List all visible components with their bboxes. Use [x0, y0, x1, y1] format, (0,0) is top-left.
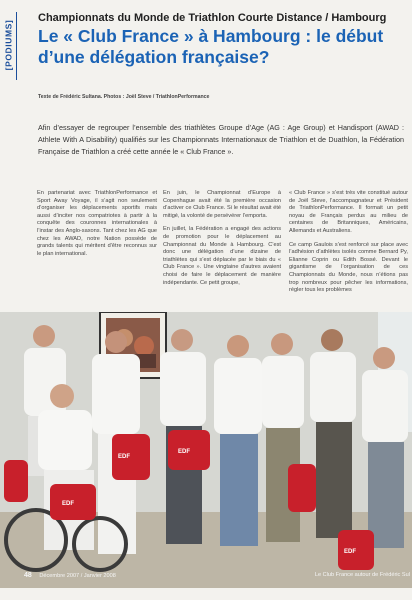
- text-column-3: [289, 190, 408, 301]
- bag-label: EDF: [62, 501, 74, 507]
- page-footer: [24, 572, 116, 579]
- column-paragraph: En partenariat avec TriathlonPerformance et Sport Away Voyage, il s’agit non seulement d’organiser les déplacements sportifs mais aussi d’inciter nos compatriotes à partir à la conquête des couronnes internationales à l’instar des Anglo-saxons. Tant chez les AG que chez les AWAD, notre Nation possède de grands talents qui méritent d’être reconnus sur le plan international.: [37, 190, 157, 257]
- text-column-1: [37, 190, 157, 264]
- page-title: Le « Club France » à Hambourg : le début d’une délégation française?: [38, 26, 384, 67]
- supertitle: Championnats du Monde de Triathlon Courte Distance / Hambourg: [38, 12, 387, 24]
- text-column-2: [163, 190, 281, 293]
- intro-paragraph: Afin d’essayer de regrouper l’ensemble des triathlètes Groupe d’Age (AG : Age Group) et Handisport (AWAD : Athlete With A Disability) qualifiés sur les Championnats Internationaux de Triathlon et de Duathlon, la Fédération Française de Triathlon a créé cette année le « Club France ».: [38, 123, 404, 156]
- bag-label: EDF: [178, 449, 190, 455]
- column-paragraph: Ce camp Gaulois s’est renforcé sur place avec l’adhésion d’athlètes isolés comme Bernard Py, Elianne Coprin ou Edith Bossé. Devant le gigantisme de l’organisation de ces Championnats du Monde, nous n’étions pas trop nombreux pour pêcher les informations, régler tous les problèmes: [289, 241, 408, 294]
- page-number: 48: [24, 572, 32, 579]
- bag-label: EDF: [118, 454, 130, 460]
- bag-label: EDF: [344, 549, 356, 555]
- column-paragraph: En juin, le Championnat d’Europe à Copenhague avait été la première occasion d’activer ce Club France. Si le résultat avait été mitigé, la volonté de persévérer l’emporta.: [163, 190, 281, 219]
- section-rule: [16, 12, 17, 80]
- section-tag-label: [PODIUMS]: [3, 19, 14, 71]
- group-photo: [0, 312, 412, 588]
- group-photo-illustration: [0, 312, 412, 588]
- column-paragraph: En juillet, la Fédération a engagé des actions de promotion pour le déplacement au Championnat du Monde à Hambourg. C’est donc une délégation d’une dizaine de triathlètes qui s’est déplacée par le biais du « Club France ». Une vingtaine d’autres avaient choisi de faire le déplacement de manière indépendante. Ce petit groupe,: [163, 226, 281, 286]
- credits: Texte de Frédéric Sultana. Photos : Joël Steve / TriathlonPerformance: [38, 94, 210, 100]
- photo-caption: Le Club France autour de Frédéric Sul: [314, 572, 410, 578]
- column-paragraph: « Club France » s’est très vite constitué autour de Joël Steve, l’accompagnateur et Président de TriathlonPerformance. Il formait un petit noyau de Français perdus au milieu de centaines de Britanniques, Américains, Allemands et Australiens.: [289, 190, 408, 234]
- section-tag: [2, 10, 15, 80]
- issue-date: Décembre 2007 / Janvier 2008: [39, 573, 116, 579]
